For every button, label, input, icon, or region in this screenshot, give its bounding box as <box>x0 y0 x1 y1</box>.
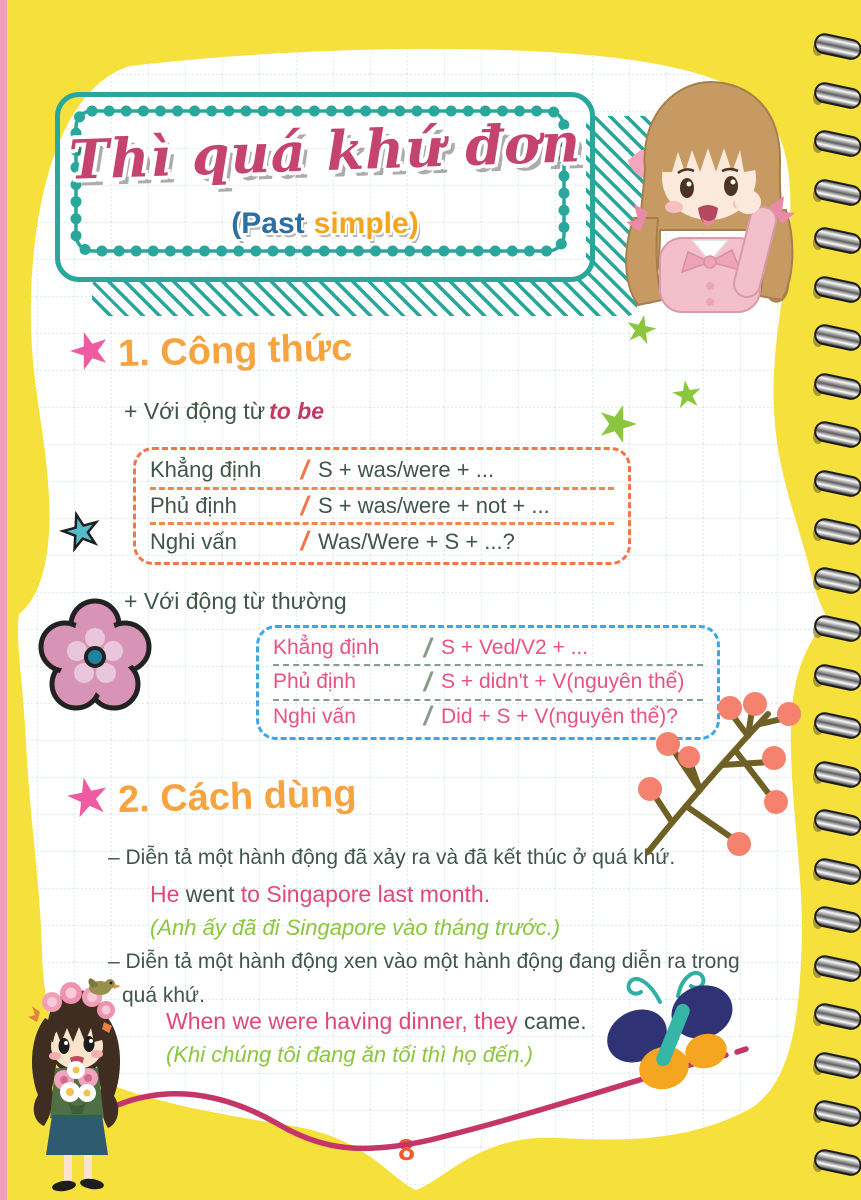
row-formula: S + Ved/V2 + ... <box>441 636 589 660</box>
slash-divider: / <box>421 632 436 663</box>
table-row <box>150 490 614 526</box>
example-text: to Singapore last month. <box>234 881 491 907</box>
table-row <box>150 454 614 490</box>
regular-formula-table <box>256 625 720 740</box>
row-formula: Did + S + V(nguyên thể)? <box>441 704 678 728</box>
row-formula: Was/Were + S + ...? <box>318 528 515 554</box>
table-row <box>150 525 614 558</box>
tobe-intro <box>124 398 324 425</box>
row-label: Nghi vấn <box>273 704 356 728</box>
translation-2: (Khi chúng tôi đang ăn tối thì họ đến.) <box>166 1042 533 1067</box>
table-row <box>273 666 703 700</box>
example-sentence-1 <box>150 881 490 908</box>
section-1-heading: 1. Công thức <box>117 326 353 376</box>
table-row <box>273 701 703 733</box>
tobe-formula-table <box>133 447 631 565</box>
title-box <box>55 92 595 282</box>
row-formula: S + was/were + ... <box>318 457 495 483</box>
table-row <box>273 632 703 666</box>
row-label: Khẳng định <box>273 636 380 660</box>
example-sentence-2 <box>166 1008 587 1035</box>
usage-point-2b: quá khứ. <box>122 984 205 1007</box>
row-label: Nghi vấn <box>150 528 237 554</box>
example-text: He <box>150 881 186 907</box>
row-label: Phủ định <box>273 670 356 694</box>
subtitle-past: (Past <box>231 207 305 240</box>
row-label: Khẳng định <box>150 457 262 483</box>
example-verb: went <box>185 881 235 907</box>
page-subtitle <box>60 207 590 241</box>
slash-divider: / <box>421 666 436 697</box>
row-label: Phủ định <box>150 493 237 518</box>
tobe-intro-text: + Với động từ <box>124 398 266 424</box>
slash-divider: / <box>298 490 313 521</box>
section-2-heading: 2. Cách dùng <box>117 772 358 822</box>
slash-divider: / <box>421 701 436 732</box>
slash-divider: / <box>298 526 313 557</box>
page-number: 8 <box>396 1133 416 1168</box>
page-edge-strip <box>0 0 7 1200</box>
translation-1: (Anh ấy đã đi Singapore vào tháng trước.) <box>150 915 561 940</box>
title-shadow-stripes <box>92 277 637 316</box>
usage-point-1: – Diễn tả một hành động đã xảy ra và đã kết thúc ở quá khứ. <box>108 846 676 869</box>
page-title: Thì quá khứ đơn <box>67 110 583 192</box>
subtitle-simple: simple) <box>313 207 419 240</box>
regular-intro: + Với động từ thường <box>124 588 347 614</box>
example-text: When we were having dinner, they <box>166 1008 524 1034</box>
example-verb: came. <box>523 1008 587 1034</box>
slash-divider: / <box>298 454 313 485</box>
title-shadow-stripes-side <box>586 116 654 306</box>
usage-point-2a: – Diễn tả một hành động xen vào một hành động đang diễn ra trong <box>108 950 740 973</box>
row-formula: S + didn't + V(nguyên thể) <box>441 670 685 694</box>
tobe-verb: to be <box>269 398 325 424</box>
row-formula: S + was/were + not + ... <box>318 493 550 518</box>
